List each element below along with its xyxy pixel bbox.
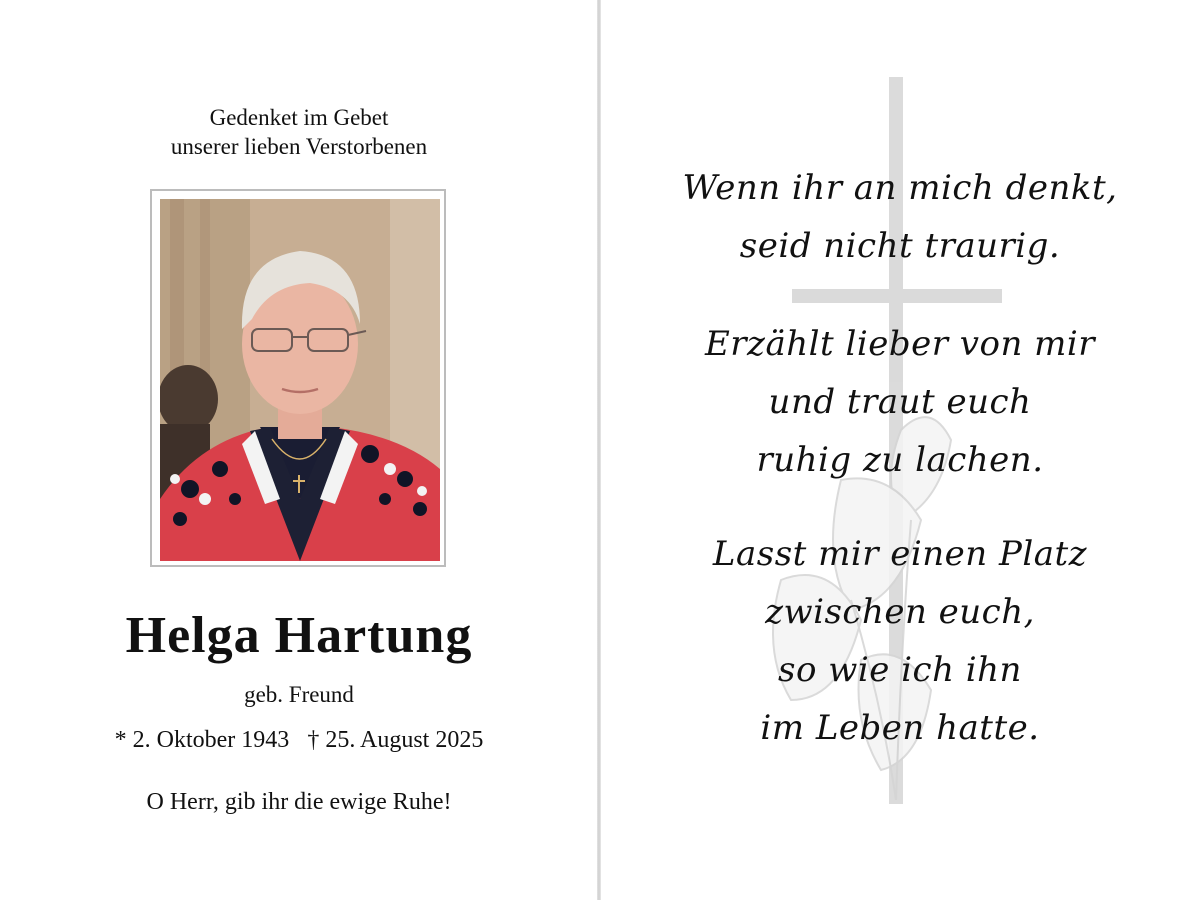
deceased-name: Helga Hartung bbox=[125, 607, 473, 664]
birth-name: geb. Freund bbox=[244, 682, 354, 707]
heading-line-1: Gedenket im Gebet bbox=[209, 105, 389, 130]
birth-date: * 2. Oktober 1943 bbox=[114, 727, 290, 753]
portrait-illustration bbox=[160, 199, 440, 561]
life-dates bbox=[0, 727, 598, 754]
portrait-photo bbox=[160, 199, 440, 561]
death-date: † 25. August 2025 bbox=[307, 727, 484, 753]
poem-line-6: Lasst mir einen Platz bbox=[712, 534, 1088, 574]
prayer-line: O Herr, gib ihr die ewige Ruhe! bbox=[146, 789, 452, 815]
poem-line-7: zwischen euch, bbox=[765, 592, 1035, 632]
poem-line-8: so wie ich ihn bbox=[778, 650, 1022, 690]
heading-line-2: unserer lieben Verstorbenen bbox=[170, 134, 428, 159]
poem-line-3: Erzählt lieber von mir bbox=[704, 324, 1096, 364]
poem-line-1: Wenn ihr an mich denkt, bbox=[682, 168, 1118, 208]
portrait-frame bbox=[150, 189, 446, 567]
poem-line-2: seid nicht traurig. bbox=[739, 226, 1061, 266]
poem-line-5: ruhig zu lachen. bbox=[756, 440, 1044, 480]
poem-line-4: und traut euch bbox=[768, 382, 1032, 422]
right-panel bbox=[601, 0, 1199, 900]
poem-line-9: im Leben hatte. bbox=[760, 708, 1040, 748]
left-panel bbox=[0, 0, 598, 900]
